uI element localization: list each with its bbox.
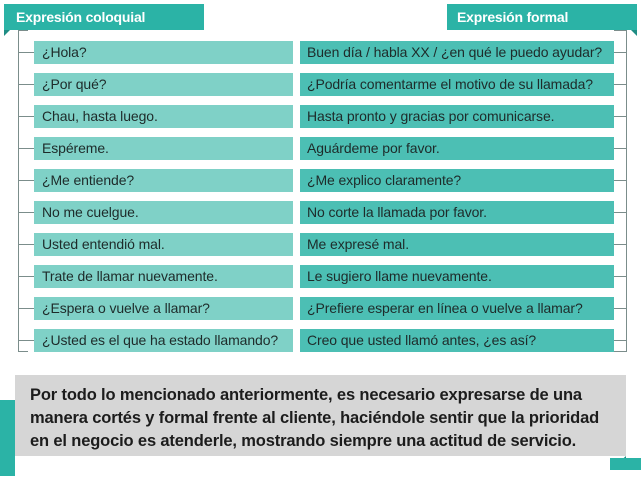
formal-cell: ¿Prefiere esperar en línea o vuelve a llamar? bbox=[300, 297, 614, 320]
left-connector bbox=[18, 276, 34, 277]
left-connector bbox=[18, 180, 34, 181]
right-connector bbox=[614, 116, 627, 117]
left-bracket-line bbox=[18, 30, 28, 352]
right-bracket-line bbox=[614, 30, 627, 352]
right-connector bbox=[614, 148, 627, 149]
summary-note bbox=[15, 375, 626, 456]
summary-line: en el negocio es atenderle, mostrando siempre una actitud de servicio. bbox=[30, 432, 577, 450]
colloquial-cell: ¿Usted es el que ha estado llamando? bbox=[34, 329, 293, 352]
formal-cell: ¿Podría comentarme el motivo de su llamada? bbox=[300, 73, 614, 96]
header-colloquial: Expresión coloquial bbox=[4, 4, 204, 30]
formal-cell: Hasta pronto y gracias por comunicarse. bbox=[300, 105, 614, 128]
colloquial-cell: ¿Hola? bbox=[34, 41, 293, 64]
header-formal-fold bbox=[631, 30, 637, 36]
right-connector bbox=[614, 308, 627, 309]
left-connector bbox=[18, 212, 34, 213]
header-colloquial-fold bbox=[4, 30, 10, 36]
header-formal: Expresión formal bbox=[447, 4, 637, 30]
left-connector bbox=[18, 244, 34, 245]
formal-cell: Me expresé mal. bbox=[300, 233, 614, 256]
formal-cell: Buen día / habla XX / ¿en qué le puedo ayudar? bbox=[300, 41, 614, 64]
formal-cell: ¿Me explico claramente? bbox=[300, 169, 614, 192]
colloquial-cell: ¿Por qué? bbox=[34, 73, 293, 96]
left-connector bbox=[18, 308, 34, 309]
colloquial-cell: Trate de llamar nuevamente. bbox=[34, 265, 293, 288]
note-accent-left bbox=[0, 400, 15, 476]
right-connector bbox=[614, 340, 627, 341]
summary-line: Por todo lo mencionado anteriormente, es necesario expresarse de una bbox=[30, 386, 582, 404]
right-connector bbox=[614, 212, 627, 213]
colloquial-cell: Espéreme. bbox=[34, 137, 293, 160]
note-accent-right bbox=[610, 458, 641, 470]
right-connector bbox=[614, 52, 627, 53]
left-connector bbox=[18, 148, 34, 149]
formal-cell: Aguárdeme por favor. bbox=[300, 137, 614, 160]
colloquial-cell: No me cuelgue. bbox=[34, 201, 293, 224]
colloquial-cell: Usted entendió mal. bbox=[34, 233, 293, 256]
formal-cell: No corte la llamada por favor. bbox=[300, 201, 614, 224]
colloquial-cell: ¿Me entiende? bbox=[34, 169, 293, 192]
right-connector bbox=[614, 180, 627, 181]
right-connector bbox=[614, 84, 627, 85]
summary-line: manera cortés y formal frente al cliente, haciéndole sentir que la prioridad bbox=[30, 409, 600, 427]
colloquial-cell: ¿Espera o vuelve a llamar? bbox=[34, 297, 293, 320]
formal-cell: Le sugiero llame nuevamente. bbox=[300, 265, 614, 288]
right-connector bbox=[614, 276, 627, 277]
right-connector bbox=[614, 244, 627, 245]
left-connector bbox=[18, 52, 34, 53]
formal-cell: Creo que usted llamó antes, ¿es así? bbox=[300, 329, 614, 352]
left-connector bbox=[18, 84, 34, 85]
colloquial-cell: Chau, hasta luego. bbox=[34, 105, 293, 128]
left-connector bbox=[18, 116, 34, 117]
left-connector bbox=[18, 340, 34, 341]
